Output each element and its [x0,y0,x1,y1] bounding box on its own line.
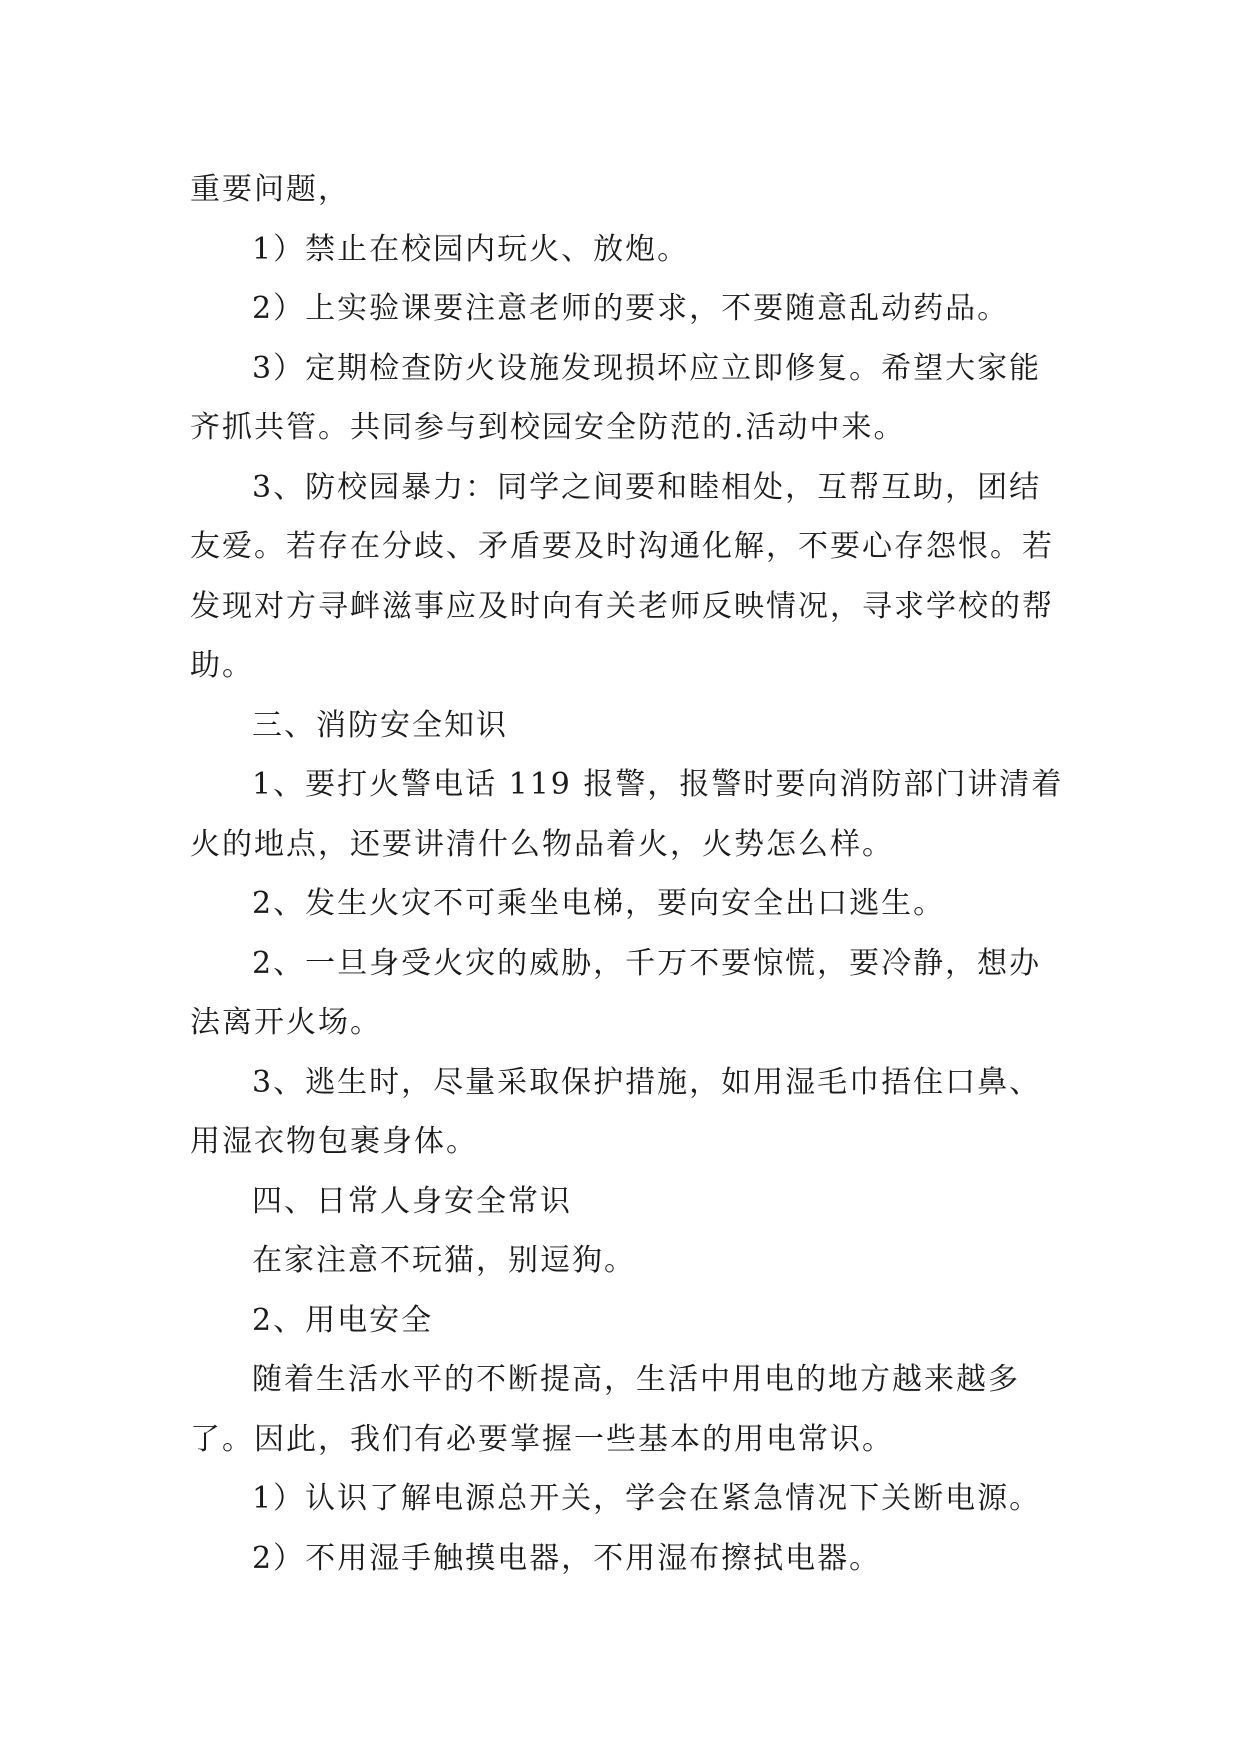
paragraph-7: 1、要打火警电话 119 报警，报警时要向消防部门讲清着火的地点，还要讲清什么物品着火，火势怎么样。 [190,767,1064,862]
paragraph-10: 3、逃生时，尽量采取保护措施，如用湿毛巾捂住口鼻、用湿衣物包裹身体。 [190,1064,1042,1159]
paragraph-8: 2、发生火灾不可乘坐电梯，要向安全出口逃生。 [252,886,946,921]
paragraph-3: 2）上实验课要注意老师的要求，不要随意乱动药品。 [252,291,1010,326]
paragraph-15: 1）认识了解电源总开关，学会在紧急情况下关断电源。 [252,1481,1042,1516]
paragraph-16: 2）不用湿手触摸电器，不用湿布擦拭电器。 [252,1540,882,1576]
paragraph-2: 1）禁止在校园内玩火、放炮。 [252,231,690,267]
document-body [190,160,1070,1588]
paragraph-12: 在家注意不玩猫，别逗狗。 [252,1243,636,1278]
paragraph-4: 3）定期检查防火设施发现损坏应立即修复。希望大家能齐抓共管。共同参与到校园安全防范的.活动中来。 [190,350,1042,445]
section-heading-personal-safety: 四、日常人身安全常识 [252,1183,572,1219]
paragraph-1: 重要问题， [190,172,350,207]
section-heading-fire-safety: 三、消防安全知识 [252,707,508,743]
paragraph-9: 2、一旦身受火灾的威胁，千万不要惊慌，要冷静，想办法离开火场。 [190,945,1042,1040]
subsection-heading-electric-safety: 2、用电安全 [252,1302,434,1338]
paragraph-14: 随着生活水平的不断提高，生活中用电的地方越来越多了。因此，我们有必要掌握一些基本的用电常识。 [190,1362,1020,1457]
paragraph-5: 3、防校园暴力：同学之间要和睦相处，互帮互助，团结友爱。若存在分歧、矛盾要及时沟通化解，不要心存怨恨。若发现对方寻衅滋事应及时向有关老师反映情况，寻求学校的帮助。 [190,469,1054,683]
